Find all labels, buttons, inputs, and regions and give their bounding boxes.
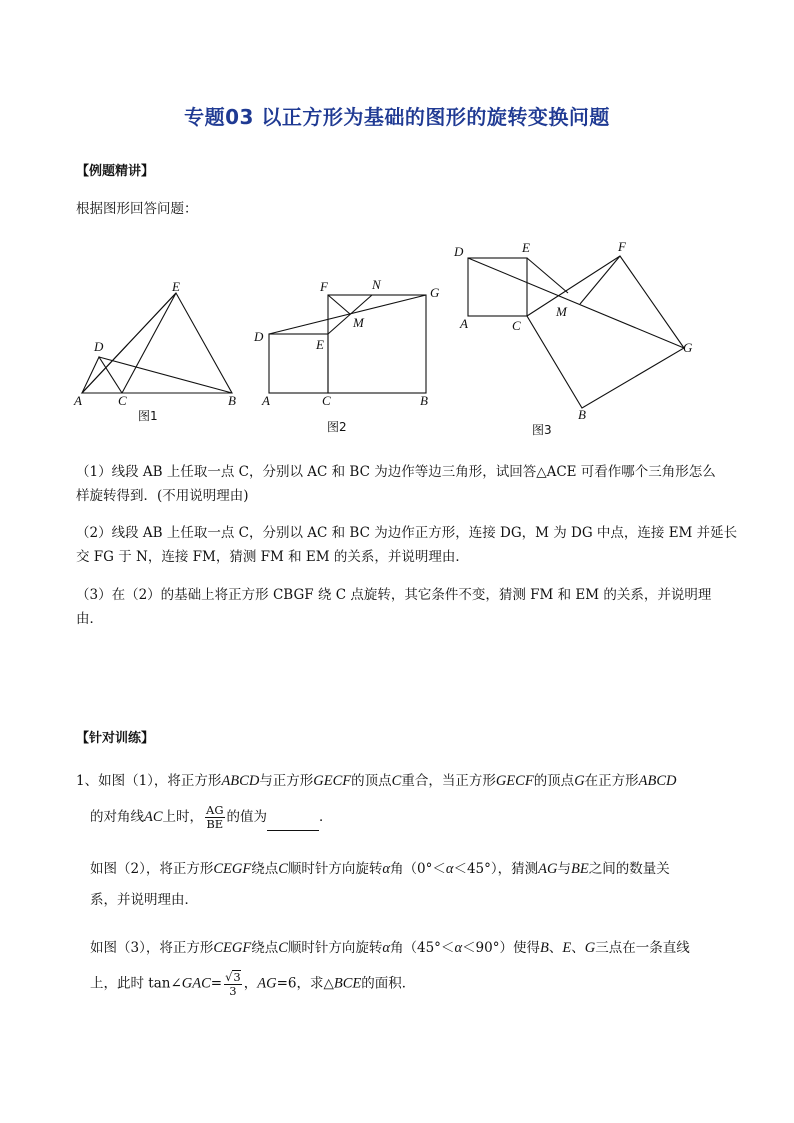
fig1-small-triangle — [82, 357, 122, 393]
fig3-label-b: B — [578, 407, 586, 422]
q1-line-1: （1）线段 AB 上任取一点 C，分别以 AC 和 BC 为边作等边三角形，试回答△ACE 可看作哪个三角形怎么 — [76, 464, 716, 480]
fig2-label-e: E — [316, 337, 324, 352]
p1-line-e: 如图（3），将正方形CEGF绕点C顺时针方向旋转α角（45°＜α＜90°）使得B、E、G三点在一条直线 — [90, 940, 690, 956]
p1-line-a: 1、如图（1），将正方形ABCD与正方形GECF的顶点C重合，当正方形GECF的顶点G在正方形ABCD — [76, 773, 677, 789]
section-heading-training: 【针对训练】 — [76, 731, 155, 746]
fig2-label-c: C — [322, 393, 331, 408]
answer-blank — [267, 816, 319, 831]
fig3-line-fm — [580, 256, 620, 304]
fig2-caption: 图2 — [327, 420, 347, 434]
fig2-label-g: G — [430, 285, 440, 300]
p1-line-f: 上，此时 tan∠GAC= $\frac{√3}{3}$ ，AG=6，求△BCE的面积． — [90, 970, 416, 998]
p1-line-d: 系，并说明理由． — [90, 892, 198, 908]
fig3-label-f: F — [618, 239, 626, 254]
fig2-label-a: A — [262, 393, 270, 408]
fig2-label-f: F — [320, 279, 328, 294]
intro-text: 根据图形回答问题： — [76, 201, 198, 217]
fraction-ag-be: $\frac{AG}{BE}$ — [206, 803, 224, 831]
fig3-line-em — [527, 258, 568, 293]
fig1-label-c: C — [118, 393, 127, 408]
fig1-label-a: A — [74, 393, 82, 408]
fig2-label-n: N — [372, 277, 381, 292]
q2-line-2: 交 FG 于 N，连接 FM，猜测 FM 和 EM 的关系，并说明理由． — [76, 549, 469, 565]
figure-2 — [250, 275, 450, 439]
fig3-line-dg — [468, 258, 684, 348]
fig3-label-g: G — [683, 340, 693, 355]
fig2-label-m: M — [353, 315, 364, 330]
fig3-square-acde — [468, 258, 527, 316]
fig2-label-d: D — [254, 329, 264, 344]
page-title: 专题03 以正方形为基础的图形的旋转变换问题 — [184, 105, 610, 129]
figure-3 — [450, 238, 700, 447]
p1-line-c: 如图（2），将正方形CEGF绕点C顺时针方向旋转α角（0°＜α＜45°），猜测AG与BE之间的数量关 — [90, 861, 670, 877]
fig3-label-c: C — [512, 318, 521, 333]
fig3-label-e: E — [522, 240, 530, 255]
fig1-big-triangle — [82, 293, 232, 393]
fig1-label-b: B — [228, 393, 236, 408]
fig3-label-m: M — [556, 304, 567, 319]
fig1-caption: 图1 — [138, 409, 158, 423]
fig1-label-e: E — [172, 279, 180, 294]
fig2-line-dg — [269, 295, 426, 334]
q3-line-1: （3）在（2）的基础上将正方形 CBGF 绕 C 点旋转，其它条件不变，猜测 FM 和 EM 的关系，并说明理 — [76, 587, 712, 603]
fig3-label-d: D — [454, 244, 464, 259]
fraction-sqrt3-over-3: $\frac{√3}{3}$ — [225, 970, 241, 998]
fig2-line-fm — [328, 295, 350, 314]
section-heading-example: 【例题精讲】 — [76, 164, 155, 179]
fig1-label-d: D — [94, 339, 104, 354]
q3-line-2: 由． — [76, 611, 103, 627]
fig2-square-cbgf — [328, 295, 426, 393]
fig3-caption: 图3 — [532, 423, 552, 437]
q1-line-2: 样旋转得到．(不用说明理由) — [76, 488, 249, 504]
fig1-line-ce — [122, 293, 176, 393]
q2-line-1: （2）线段 AB 上任取一点 C，分别以 AC 和 BC 为边作正方形，连接 DG，M 为 DG 中点，连接 EM 并延长 — [76, 525, 738, 541]
figure-1 — [70, 275, 245, 434]
p1-line-b: 的对角线AC上时， $\frac{AG}{BE}$ 的值为 ． — [90, 803, 333, 831]
fig2-label-b: B — [420, 393, 428, 408]
fig3-label-a: A — [460, 316, 468, 331]
